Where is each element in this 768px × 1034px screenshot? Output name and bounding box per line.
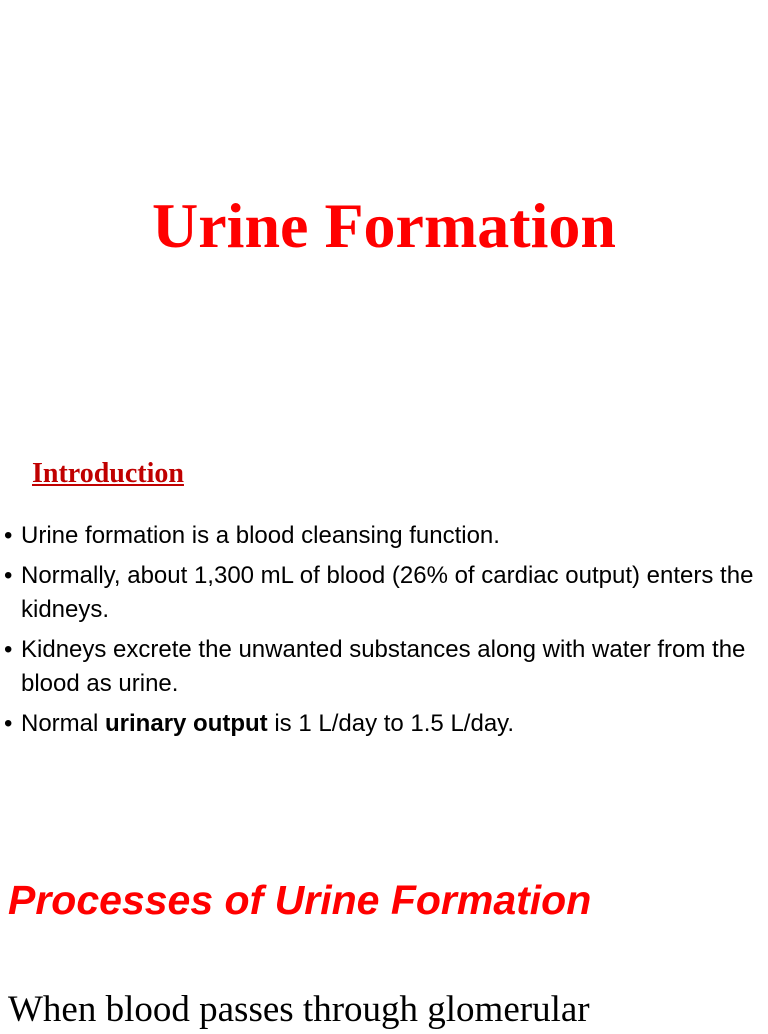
bullet-list bbox=[4, 519, 756, 747]
bullet-glyph: • bbox=[4, 710, 13, 737]
bullet-glyph: • bbox=[4, 522, 13, 549]
bullet-item bbox=[4, 707, 756, 741]
bullet-item bbox=[4, 519, 756, 553]
bullet-text-after: is 1 L/day to 1.5 L/day. bbox=[267, 710, 515, 737]
slide-title: Urine Formation bbox=[152, 190, 616, 261]
bullet-glyph: • bbox=[4, 636, 13, 663]
bullet-item bbox=[4, 633, 756, 701]
bullet-glyph: • bbox=[4, 562, 13, 589]
bullet-text-bold: urinary output bbox=[105, 710, 268, 737]
bullet-text-before: Normal bbox=[21, 710, 106, 737]
bullet-item bbox=[4, 559, 756, 627]
bullet-text: Normally, about 1,300 mL of blood (26% of cardiac output) enters the kidneys. bbox=[21, 562, 754, 623]
body-text-cutoff: When blood passes through glomerular bbox=[8, 989, 590, 1030]
bullet-text: Urine formation is a blood cleansing function. bbox=[21, 522, 500, 549]
processes-heading: Processes of Urine Formation bbox=[8, 877, 592, 923]
introduction-heading: Introduction bbox=[32, 458, 184, 489]
bullet-text: Kidneys excrete the unwanted substances along with water from the blood as urine. bbox=[21, 636, 746, 697]
